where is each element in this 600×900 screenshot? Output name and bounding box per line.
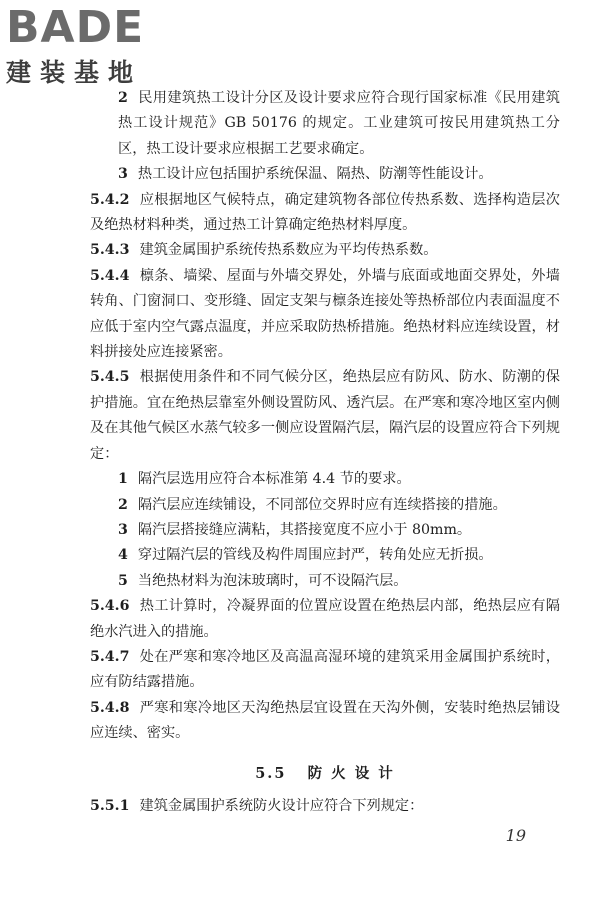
clause-text: 根据使用条件和不同气候分区，绝热层应有防风、防水、防潮的保护措施。宜在绝热层靠室外侧设置防风、透汽层。在严寒和寒冷地区室内侧及在其他气候区水蒸气较多一侧应设置隔汽层，隔汽层的设置应符合下列规定： — [90, 369, 560, 462]
clause-number: 5.4.3 — [90, 242, 130, 259]
item-number: 2 — [118, 90, 128, 106]
clause-text: 檩条、墙梁、屋面与外墙交界处，外墙与底面或地面交界处，外墙转角、门窗洞口、变形缝、固定支架与檩条连接处等热桥部位内表面温度不应低于室内空气露点温度，并应采取防热桥措施。绝热材料应连续设置，材料拼接处应连接紧密。 — [90, 267, 560, 361]
page-number: 19 — [505, 826, 526, 845]
clause-number: 5.4.2 — [90, 191, 130, 208]
clause-text: 建筑金属围护系统传热系数应为平均传热系数。 — [139, 242, 438, 259]
item-text: 当绝热材料为泡沫玻璃时，可不设隔汽层。 — [137, 572, 408, 589]
item-number: 2 — [118, 496, 128, 513]
clause-5-5-1 — [90, 794, 560, 819]
clause-text: 严寒和寒冷地区天沟绝热层宜设置在天沟外侧，安装时绝热层铺设应连续、密实。 — [90, 699, 560, 742]
logo-wordmark: BADE — [6, 2, 145, 53]
section-title-text: 防 火 设 计 — [307, 764, 395, 782]
section-number: 5.5 — [255, 764, 287, 782]
clause-text: 建筑金属围护系统防火设计应符合下列规定： — [139, 797, 424, 814]
list-item — [90, 543, 560, 568]
clause-5-4-6 — [90, 594, 560, 645]
clause-5-4-2 — [90, 188, 560, 239]
clause-number: 5.4.6 — [90, 598, 130, 615]
item-number: 3 — [118, 521, 128, 538]
item-text: 隔汽层选用应符合本标准第 4.4 节的要求。 — [137, 471, 411, 488]
item-number: 3 — [118, 166, 128, 183]
list-item — [90, 518, 560, 543]
item-text: 隔汽层应连续铺设，不同部位交界时应有连续搭接的措施。 — [137, 496, 507, 513]
clause-number: 5.4.4 — [90, 267, 130, 284]
item-text: 穿过隔汽层的管线及构件周围应封严，转角处应无折损。 — [137, 547, 493, 564]
clause-text: 热工计算时，冷凝界面的位置应设置在绝热层内部，绝热层应有隔绝水汽进入的措施。 — [90, 598, 560, 640]
clause-5-4-7 — [90, 645, 560, 696]
clause-text: 应根据地区气候特点，确定建筑物各部位传热系数、选择构造层次及绝热材料种类，通过热工计算确定绝热材料厚度。 — [90, 191, 560, 234]
logo — [6, 4, 176, 96]
logo-subtitle: 建装基地 — [6, 58, 143, 87]
list-item — [90, 569, 560, 594]
clause-number: 5.4.5 — [90, 369, 130, 386]
page-body — [90, 86, 560, 819]
clause-number: 5.4.8 — [90, 699, 130, 716]
list-item — [90, 493, 560, 518]
item-number: 5 — [118, 572, 128, 589]
clause-5-4-3 — [90, 238, 560, 263]
clause-5-4-4 — [90, 264, 560, 366]
item-number: 4 — [118, 547, 128, 564]
item-text: 民用建筑热工设计分区及设计要求应符合现行国家标准《民用建筑热工设计规范》GB 50176 的规定。工业建筑可按民用建筑热工分区，热工设计要求应根据工艺要求确定。 — [118, 90, 560, 157]
item-text: 热工设计应包括围护系统保温、隔热、防潮等性能设计。 — [137, 166, 493, 183]
list-item — [90, 467, 560, 492]
item-number: 1 — [118, 471, 128, 488]
item-text: 隔汽层搭接缝应满粘，其搭接宽度不应小于 80mm。 — [137, 521, 472, 538]
clause-text: 处在严寒和寒冷地区及高温高湿环境的建筑采用金属围护系统时，应有防结露措施。 — [90, 648, 560, 691]
paragraph-item-2 — [90, 86, 560, 162]
clause-5-4-5 — [90, 365, 560, 467]
clause-number: 5.5.1 — [90, 797, 130, 814]
clause-number: 5.4.7 — [90, 648, 130, 665]
section-heading — [90, 761, 560, 786]
clause-5-4-8 — [90, 696, 560, 747]
paragraph-item-3 — [90, 162, 560, 187]
